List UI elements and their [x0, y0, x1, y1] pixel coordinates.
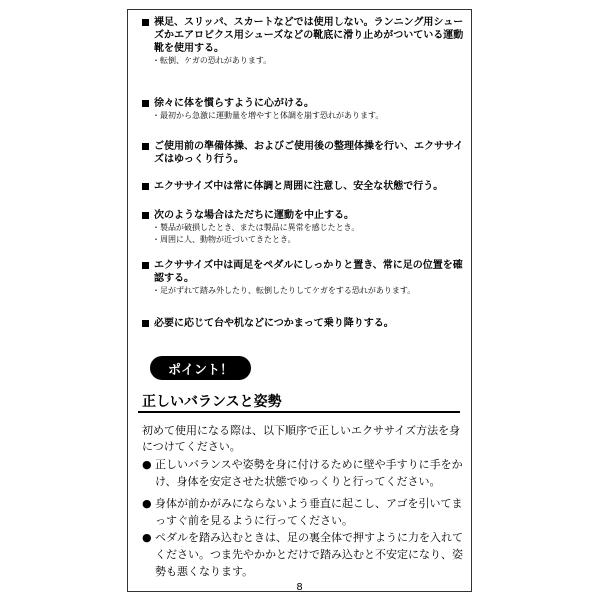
- safety-item: [142, 140, 468, 166]
- square-bullet-icon: [142, 259, 151, 285]
- section-divider: [138, 411, 460, 413]
- dot-bullet-icon: ●: [142, 497, 152, 510]
- safety-item-heading: エクササイズ中は常に体調と周囲に注意し、安全な状態で行う。: [154, 181, 444, 192]
- square-bullet-icon: [142, 16, 151, 55]
- safety-item-note: ・最初から急激に運動量を増やすと体調を崩す恐れがあります。: [152, 111, 384, 120]
- safety-item-note: ・製品が破損したとき、または製品に異常を感じたとき。: [152, 223, 360, 232]
- tip-item: [142, 495, 468, 529]
- safety-item-note: ・足がずれて踏み外したり、転倒したりしてケガをする恐れがあります。: [152, 286, 416, 295]
- tip-text: 正しいバランスや姿勢を身に付けるために壁や手すりに手をかけ、身体を安定させた状態でゆっくりと行ってください。: [155, 458, 463, 488]
- square-bullet-icon: [142, 180, 151, 193]
- manual-page: [127, 9, 472, 592]
- safety-item: [142, 209, 468, 246]
- tip-text: ペダルを踏み込むときは、足の裏全体で押すように力を入れてください。つま先やかかとだけで踏み込むと不安定になり、姿勢も悪くなります。: [155, 531, 463, 578]
- intro-text: 初めて使用になる際は、以下順序で正しいエクササイズ方法を身につけてください。: [142, 424, 461, 453]
- safety-item: [142, 317, 468, 330]
- section-title: 正しいバランスと姿勢: [142, 394, 282, 410]
- safety-item-note: ・周囲に人、動物が近づいてきたとき。: [152, 235, 296, 244]
- safety-item-heading: 徐々に体を慣らすように心がける。: [154, 98, 314, 109]
- square-bullet-icon: [142, 317, 151, 330]
- safety-item: [142, 16, 468, 67]
- safety-item-heading: ご使用前の準備体操、およびご使用後の整理体操を行い、エクササイズはゆっくり行う。: [154, 141, 464, 165]
- safety-item-heading: エクササイズ中は両足をペダルにしっかりと置き、常に足の位置を確認する。: [154, 260, 463, 284]
- safety-item-heading: 次のような場合はただちに運動を中止する。: [154, 210, 354, 221]
- page-number: 8: [296, 582, 303, 593]
- safety-item: [142, 259, 468, 297]
- square-bullet-icon: [142, 209, 151, 222]
- square-bullet-icon: [142, 140, 151, 166]
- safety-item: [142, 97, 468, 122]
- point-badge: ポイント！: [150, 356, 251, 380]
- tip-item: [142, 529, 468, 580]
- dot-bullet-icon: ●: [142, 458, 152, 471]
- tip-item: [142, 456, 468, 490]
- safety-item: [142, 180, 468, 193]
- square-bullet-icon: [142, 97, 151, 110]
- tip-text: 身体が前かがみにならないよう垂直に起こし、アゴを引いてまっすぐ前を見るように行ってください。: [155, 497, 463, 527]
- safety-item-heading: 裸足、スリッパ、スカートなどでは使用しない。ランニング用シューズかエアロビクス用シューズなどの靴底に滑り止めがついている運動靴を使用する。: [154, 17, 464, 54]
- dot-bullet-icon: ●: [142, 531, 152, 544]
- safety-item-heading: 必要に応じて台や机などにつかまって乗り降りする。: [154, 318, 394, 329]
- safety-item-note: ・転倒、ケガの恐れがあります。: [152, 56, 272, 65]
